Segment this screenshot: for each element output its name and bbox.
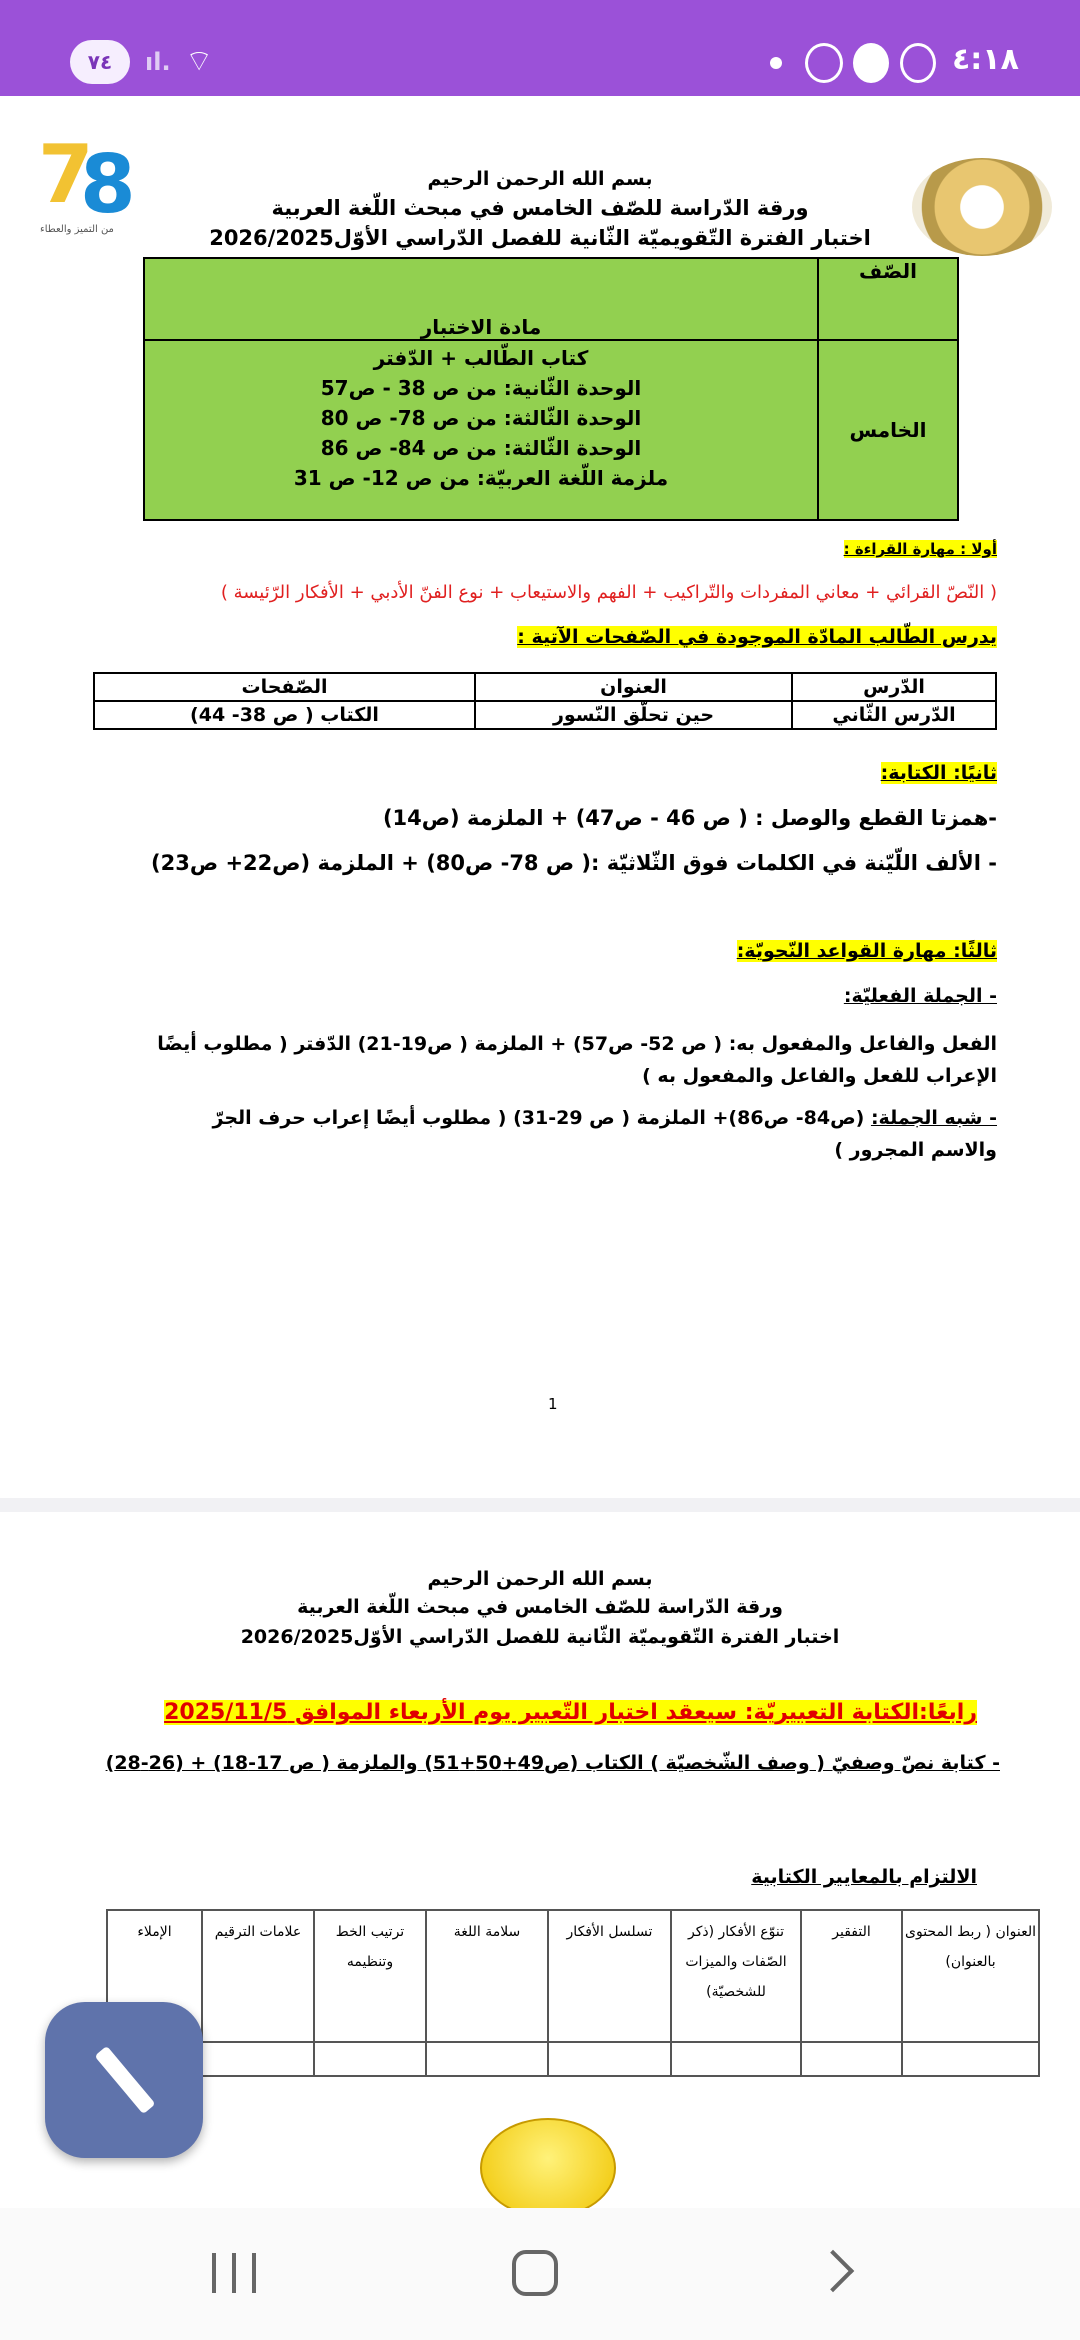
phone-icon xyxy=(853,43,889,83)
col-header: الدّرس xyxy=(792,673,996,701)
writing-item: -همزتا القطع والوصل : ( ص 46 - ص47) + الملزمة (ص14) xyxy=(382,806,997,830)
col-header: الصّفحات xyxy=(94,673,475,701)
cell: حين تحلّق النّسور xyxy=(475,701,792,729)
clock: ٤:١٨ xyxy=(952,42,1019,77)
wifi-icon: ⌔ xyxy=(185,44,214,79)
semi-sentence-label: - شبه الجملة: xyxy=(870,1107,997,1129)
cell: الكتاب ( ص 38- 44) xyxy=(94,701,475,729)
smiley-icon xyxy=(480,2118,616,2218)
doc-title: ورقة الدّراسة للصّف الخامس في مبحث اللّغة العربية xyxy=(271,196,809,220)
semi-sentence-text: (ص84- ص86)+ الملزمة ( ص 29-31) ( مطلوب أيضًا إعراب حرف الجرّ والاسم المجرور ) xyxy=(212,1107,997,1161)
screen-record-icon xyxy=(805,43,843,83)
subject-line: الوحدة الثّالثة: من ص 84- ص 86 xyxy=(320,436,642,460)
signal-icon: ıl. xyxy=(145,48,171,76)
criteria-table xyxy=(106,1909,1040,2077)
subject-line: الوحدة الثّالثة: من ص 78- ص 80 xyxy=(320,406,642,430)
status-bar xyxy=(0,0,1080,96)
table-row xyxy=(107,2042,1039,2076)
navigation-bar xyxy=(0,2208,1080,2340)
col-header: العنوان xyxy=(475,673,792,701)
grammar-title: ثالثًا: مهارة القواعد النّحويّة: xyxy=(736,940,997,962)
verbal-sentence-label: - الجملة الفعليّة: xyxy=(843,985,997,1007)
lessons-table xyxy=(93,672,997,730)
criteria-header: التفقير xyxy=(801,1910,902,2042)
criteria-header: ترتيب الخط وتنظيمه xyxy=(314,1910,426,2042)
criteria-header: تنوّع الأفكار (ذكر الصّفات والميزات للشخصيّة) xyxy=(671,1910,801,2042)
semi-sentence xyxy=(167,1102,997,1166)
grade-label: الصّف xyxy=(818,258,958,340)
subject-line: ملزمة اللّغة العربيّة: من ص 12- ص 31 xyxy=(293,466,669,490)
expressive-text: - كتابة نصّ وصفيّ ( وصف الشّخصيّة ) الكتاب (ص49+50+51) والملزمة ( ص 17-18) + (26-28) xyxy=(105,1752,1000,1774)
page-number: 1 xyxy=(548,1395,558,1413)
grade-value: الخامس xyxy=(818,340,958,520)
edit-fab[interactable] xyxy=(45,2002,203,2158)
verbal-text: الفعل والفاعل والمفعول به: ( ص 52- ص57) + الملزمة ( ص19-21) الدّفتر ( مطلوب أيضًا الإعراب للفعل والفاعل والمفعول به ) xyxy=(157,1033,997,1087)
basmala: بسم الله الرحمن الرحيم xyxy=(427,168,653,190)
writing-title: ثانيًا: الكتابة: xyxy=(880,762,997,784)
cell: الدّرس الثّاني xyxy=(792,701,996,729)
criteria-header: الإملاء xyxy=(107,1910,202,2042)
home-icon[interactable] xyxy=(512,2250,558,2296)
back-icon[interactable] xyxy=(812,2250,854,2292)
reading-title: أولا : مهارة القراءة : xyxy=(843,540,997,558)
criteria-heading: الالتزام بالمعايير الكتابية xyxy=(751,1866,977,1888)
exam-scope-table xyxy=(143,257,959,521)
pencil-icon xyxy=(94,2046,155,2115)
basmala: بسم الله الرحمن الرحيم xyxy=(427,1568,653,1590)
whatsapp-icon xyxy=(900,43,936,83)
criteria-header: سلامة اللغة xyxy=(426,1910,548,2042)
writing-item: - الألف اللّيّنة في الكلمات فوق الثّلاثيّة :( ص 78- ص80) + الملزمة (ص22+ ص23) xyxy=(151,851,997,875)
criteria-header: علامات الترقيم xyxy=(202,1910,314,2042)
pages-heading: يدرس الطّالب المادّة الموجودة في الصّفحات الآتية : xyxy=(517,626,997,648)
anniversary-logo: 7 8 من التميز والعطاء xyxy=(38,128,136,235)
battery-icon: ٧٤ xyxy=(70,40,130,84)
recents-icon[interactable] xyxy=(212,2253,256,2293)
table-row xyxy=(94,701,996,729)
doc-subtitle: اختبار الفترة التّقويميّة الثّانية للفصل الدّراسي الأوّل2026/2025 xyxy=(209,226,871,250)
criteria-header: تسلسل الأفكار xyxy=(548,1910,671,2042)
criteria-header: العنوان ( ربط المحتوى بالعنوان) xyxy=(902,1910,1039,2042)
reading-items: ( النّصّ القرائي + معاني المفردات والتّراكيب + الفهم والاستيعاب + نوع الفنّ الأدبي + الأفكار الرّئيسة ) xyxy=(220,582,997,603)
subject-label: مادة الاختبار xyxy=(144,258,818,340)
notification-dot xyxy=(770,57,782,69)
expressive-title: رابعًا:الكتابة التعبيريّة: سيعقد اختبار التّعبير يوم الأربعاء الموافق 2025/11/5 xyxy=(164,1700,977,1725)
subject-line: الوحدة الثّانية: من ص 38 - ص57 xyxy=(320,376,642,400)
doc-title: ورقة الدّراسة للصّف الخامس في مبحث اللّغة العربية xyxy=(297,1596,783,1618)
subject-line: كتاب الطّالب + الدّفتر xyxy=(373,346,589,370)
doc-subtitle: اختبار الفترة التّقويميّة الثّانية للفصل الدّراسي الأوّل2026/2025 xyxy=(240,1626,840,1648)
